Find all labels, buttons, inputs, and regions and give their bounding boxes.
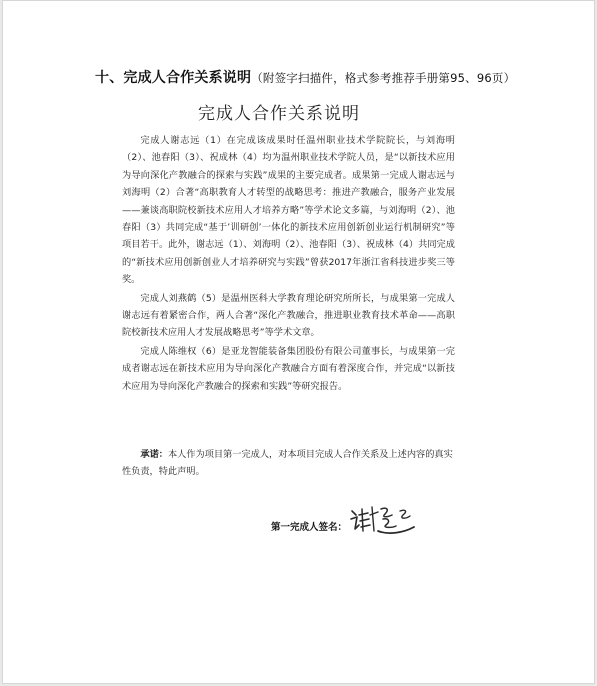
paragraph-2: 完成人刘燕鹤（5）是温州医科大学教育理论研究所所长，与成果第一完成人谢志远有着紧密合作，两人合著“深化产教融合，推进职业教育技术革命——高职院校新技术应用人才发展战略思考”等学术文章。 [122,292,455,339]
paragraph-1: 完成人谢志远（1）在完成该成果时任温州职业技术学院院长，与刘海明（2）、池春阳（3）、祝成林（4）均为温州职业技术学院人员，是“以新技术应用为导向深化产教融合的探索与实践”成果的主要完成者。成果第一完成人谢志远与刘海明（2）合著“高职教育人才转型的战略思考：推进产教融合，服务产业发展——兼谈高职院校新技术应用人才培养方略”等学术论文多篇，与刘海明（2）、池春阳（3）共同完成“基于’训研创’一体化的新技术应用创新创业运行机制研究”等项目若干。此外，谢志远（1）、刘海明（2）、池春阳（3）、祝成林（4）共同完成的“新技术应用创新创业人才培养研究与实践”曾获2017年浙江省科技进步奖三等奖。 [122,135,455,286]
pledge-text: 本人作为项目第一完成人，对本项目完成人合作关系及上述内容的真实性负责，特此声明。 [122,449,453,478]
pledge-label: 承诺： [140,449,168,460]
section-heading [95,67,515,87]
document-page [2,0,595,684]
section-heading-title: 十、完成人合作关系说明 [95,70,252,86]
paragraph-3: 完成人陈维权（6）是亚龙智能装备集团股份有限公司董事长，与成果第一完成者谢志远在新技术应用为导向深化产教融合方面有着深度合作，并完成“以新技术应用为导向深化产教融合的探索和实践”等研究报告。 [122,345,455,392]
document-title: 完成人合作关系说明 [198,104,360,124]
pledge-statement [122,446,455,481]
document-body [122,132,455,395]
handwritten-signature [348,501,420,537]
signature-label: 第一完成人签名： [271,522,348,533]
section-heading-note: （附签字扫描件，格式参考推荐手册第95、96页） [251,71,516,85]
